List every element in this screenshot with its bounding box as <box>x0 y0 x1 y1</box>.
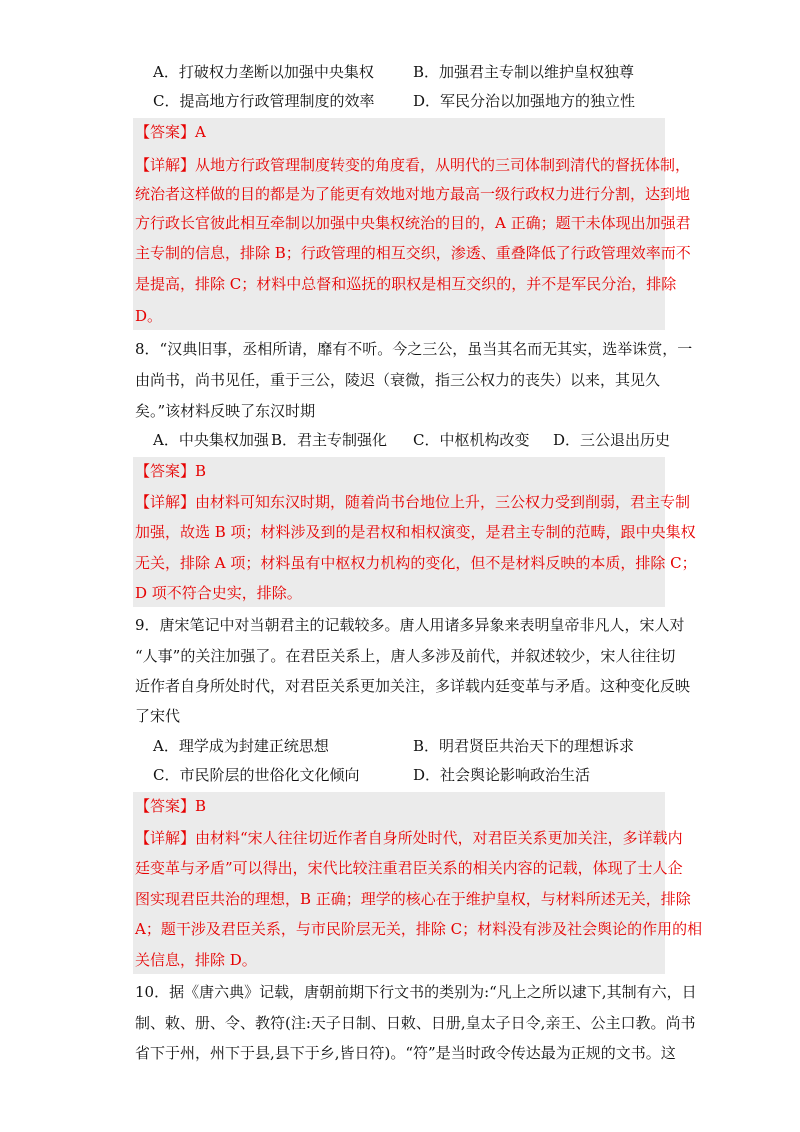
q8-option-a: A．中央集权加强 <box>153 431 269 449</box>
q9-stem-line-2: “人事”的关注加强了。在君臣关系上，唐人多涉及前代，并叙述较少，宋人往往切 <box>135 647 676 665</box>
q7-detail-line-6: D。 <box>135 307 163 325</box>
q9-option-c: C．市民阶层的世俗化文化倾向 <box>153 766 360 784</box>
q8-stem-line-1: 8．“汉典旧事，丞相所请，靡有不听。今之三公，虽当其名而无其实，选举诛赏，一 <box>135 340 693 358</box>
q9-detail-line-1: 【详解】由材料“宋人往往切近作者自身所处时代，对君臣关系更加关注，多详载内 <box>135 829 683 847</box>
q9-option-b: B．明君贤臣共治天下的理想诉求 <box>413 737 635 755</box>
q8-detail-line-1: 【详解】由材料可知东汉时期，随着尚书台地位上升，三公权力受到削弱，君主专制 <box>135 493 691 511</box>
q9-answer-panel <box>133 792 665 974</box>
q9-option-a: A．理学成为封建正统思想 <box>153 737 329 755</box>
q9-detail-line-2: 廷变革与矛盾”可以得出，宋代比较注重君臣关系的相关内容的记载，体现了士人企 <box>135 859 683 877</box>
detail-label: 【详解】 <box>135 493 196 511</box>
q9-detail-line-4: A；题干涉及君臣关系，与市民阶层无关，排除 C；材料没有涉及社会舆论的作用的相 <box>135 920 703 938</box>
q9-stem-line-1: 9．唐宋笔记中对当朝君主的记载较多。唐人用诸多异象来表明皇帝非凡人，宋人对 <box>135 616 685 634</box>
q7-detail-line-1: 【详解】从地方行政管理制度转变的角度看，从明代的三司体制到清代的督抚体制， <box>135 156 691 174</box>
answer-value: A <box>195 123 206 141</box>
q9-option-d: D．社会舆论影响政治生活 <box>413 766 591 784</box>
q10-stem-line-2: 制、敕、册、令、教符(注:天子日制、日敕、日册,皇太子日令,亲王、公主口教。尚书 <box>135 1014 696 1032</box>
q7-option-a: A．打破权力垄断以加强中央集权 <box>153 63 374 81</box>
detail-label: 【详解】 <box>135 829 196 847</box>
q7-detail-line-3: 方行政长官彼此相互牵制以加强中央集权统治的目的，A 正确；题干未体现出加强君 <box>135 214 691 232</box>
q8-stem-line-3: 矣。”该材料反映了东汉时期 <box>135 402 316 420</box>
answer-label: 【答案】 <box>135 462 196 480</box>
q8-option-b: B．君主专制强化 <box>271 431 388 449</box>
q7-detail-line-5: 是提高，排除 C；材料中总督和巡抚的职权是相互交织的，并不是军民分治，排除 <box>135 275 677 293</box>
q9-stem-line-3: 近作者自身所处时代，对君臣关系更加关注，多详载内廷变革与矛盾。这种变化反映 <box>135 677 691 695</box>
q9-detail-line-5: 关信息，排除 D。 <box>135 951 257 969</box>
answer-value: B <box>195 797 207 815</box>
q7-detail-line-4: 主专制的信息，排除 B；行政管理的相互交织，渗透、重叠降低了行政管理效率而不 <box>135 244 691 262</box>
q10-stem-line-3: 省下于州，州下于县,县下于乡,皆日符)。“符”是当时政令传达最为正规的文书。这 <box>135 1044 676 1062</box>
q9-answer <box>135 796 206 816</box>
q8-detail-line-3: 无关，排除 A 项；材料虽有中枢权力机构的变化，但不是材料反映的本质，排除 C； <box>135 554 697 572</box>
q8-option-d: D．三公退出历史 <box>553 431 671 449</box>
q9-detail-line-3: 图实现君臣共治的理想，B 正确；理学的核心在于维护皇权，与材料所述无关，排除 <box>135 890 691 908</box>
q7-detail-line-2: 统治者这样做的目的都是为了能更有效地对地方最高一级行政权力进行分割，达到地 <box>135 185 691 203</box>
q7-option-d: D．军民分治以加强地方的独立性 <box>413 92 636 110</box>
detail-label: 【详解】 <box>135 156 196 174</box>
answer-value: B <box>195 462 207 480</box>
q7-answer <box>135 122 206 142</box>
q10-stem-line-1: 10．据《唐六典》记载，唐朝前期下行文书的类别为:“凡上之所以逮下,其制有六，日 <box>135 983 697 1001</box>
q7-option-c: C．提高地方行政管理制度的效率 <box>153 92 375 110</box>
q8-detail-line-4: D 项不符合史实，排除。 <box>135 584 302 602</box>
q8-detail-line-2: 加强，故选 B 项；材料涉及到的是君权和相权演变，是君主专制的范畴，跟中央集权 <box>135 523 696 541</box>
answer-label: 【答案】 <box>135 797 196 815</box>
q8-answer <box>135 461 206 481</box>
q8-stem-line-2: 由尚书，尚书见任，重于三公，陵迟（衰微，指三公权力的丧失）以来，其见久 <box>135 371 661 389</box>
q7-option-b: B．加强君主专制以维护皇权独尊 <box>413 63 635 81</box>
q9-stem-line-4: 了宋代 <box>135 707 181 725</box>
q8-option-c: C．中枢机构改变 <box>413 431 530 449</box>
answer-label: 【答案】 <box>135 123 196 141</box>
